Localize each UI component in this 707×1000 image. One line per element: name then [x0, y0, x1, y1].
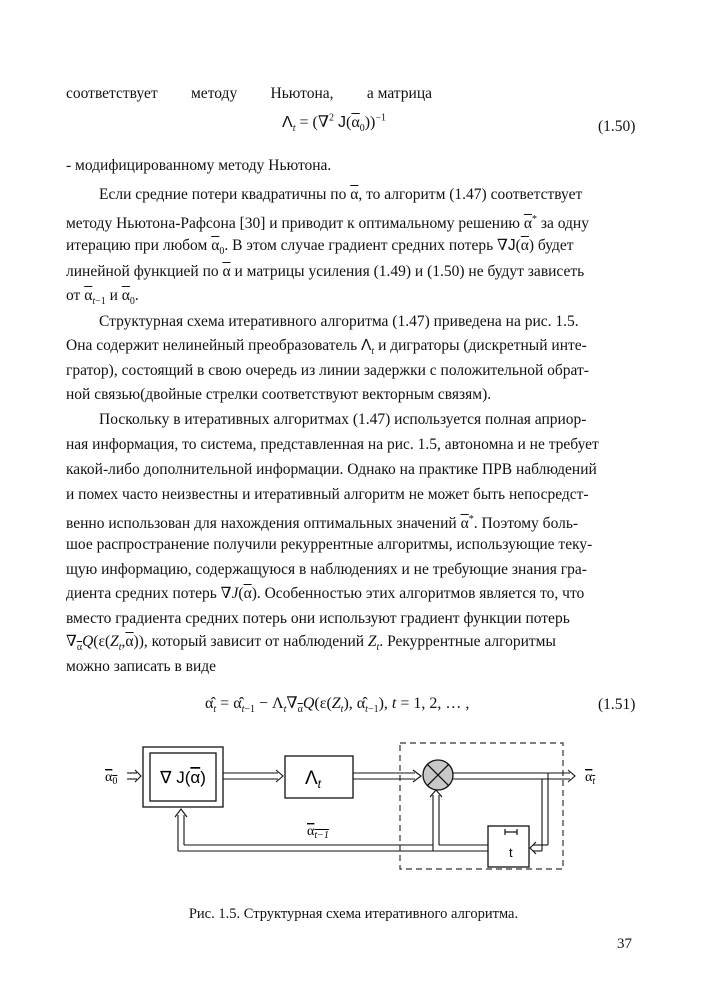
text-line: можно записать в виде [66, 658, 217, 675]
text-line: диента средних потерь $\nabla J(\overline{\alpha})$. Особенностью этих алгоритмов является то, что [66, 585, 585, 602]
word: Ньютона, [270, 85, 334, 102]
text-line: Поскольку в итеративных алгоритмах (1.47) используется полная априор- [99, 411, 587, 428]
text-line: вместо градиента средних потерь они используют градиент функции потерь [66, 610, 570, 627]
text-line: - модифицированному методу Ньютона. [66, 157, 332, 174]
text-line: линейной функцией по $\overline{\alpha}$ и матрицы усиления (1.49) и (1.50) не будут зависеть [66, 263, 585, 280]
diagram-input-label: $\alpha_0$ [105, 770, 118, 787]
text-line: Она содержит нелинейный преобразователь $\Lambda_t$ и диграторы (дискретный инте- [66, 337, 587, 358]
text-line: Если средние потери квадратичны по $\overline{\alpha}$, то алгоритм (1.47) соответствует [99, 186, 583, 203]
text-line-p1 [66, 84, 640, 104]
equation-1-51: $\alphâ_t$ = $\alphâ_{t-1} - \Lambda_t\nabla_{\overline{\alpha}}Q(\varepsilon(Z_t)$, $\alphâ_{t-1}$), t = 1, 2, … , [205, 695, 470, 716]
text-line: ной связью(двойные стрелки соответствуют векторным связям). [66, 386, 492, 403]
diagram-block1-label: ∇ J(α) [160, 768, 206, 787]
equation-number-1-51: (1.51) [598, 696, 636, 713]
integrator-boundary [400, 743, 563, 869]
diagram-delay-label: t [509, 845, 513, 860]
diagram-output-label: $\alpha_t$ [585, 770, 596, 787]
page-number: 37 [617, 936, 632, 952]
text-line: и помех часто неизвестны и итеративный алгоритм не может быть непосредст- [66, 486, 589, 503]
diagram-block2-label: $\Lambda_t$ [304, 768, 322, 791]
text-line: $\nabla_{\overline{\alpha}}Q(\varepsilon(Z_t,\overline{\alpha}))$, который зависит от наблюдений $Z_t$. Рекуррентные алгоритмы [66, 633, 556, 654]
figure-caption: Рис. 1.5. Структурная схема итеративного алгоритма. [188, 906, 519, 922]
text-line: ная информация, то система, представленная на рис. 1.5, автономна и не требует [66, 436, 599, 453]
block-diagram [0, 735, 707, 885]
text-line: методу Ньютона-Рафсона [30] и приводит к оптимальному решению $\overline{\alpha}^*$ за одну [66, 214, 589, 233]
word: методу [191, 85, 238, 102]
text-line: гратор), состоящий в свою очередь из линии задержки с положительной обрат- [66, 362, 589, 379]
text-line: Структурная схема итеративного алгоритма (1.47) приведена на рис. 1.5. [99, 313, 579, 330]
text-line: итерацию при любом $\overline{\alpha}_0$. В этом случае градиент средних потерь $\nabla J(\overline{\alpha})$ будет [66, 237, 574, 258]
diagram-feedback-label: $\alpha_{t-1}$ [307, 824, 329, 841]
word: соответствует [66, 85, 158, 102]
text-line: какой-либо дополнительной информации. Однако на практике ПРВ наблюдений [66, 461, 597, 478]
text-line: венно использован для нахождения оптимальных значений $\overline{\alpha}^*$. Поэтому боль- [66, 514, 579, 533]
equation-1-50: $\Lambda_t = (\nabla^2$ $J(\overline{\alpha}_0))^{-1}$ [282, 112, 387, 135]
word: а матрица [366, 85, 432, 102]
text-line: шое распространение получили рекуррентные алгоритмы, использующие теку- [66, 536, 593, 553]
text-line: от $\overline{\alpha}_{t-1}$ и $\overline{\alpha}_0$. [66, 287, 139, 308]
text-line: щую информацию, содержащуюся в наблюдениях и не требующие знания гра- [66, 561, 587, 578]
equation-number-1-50: (1.50) [598, 118, 636, 135]
